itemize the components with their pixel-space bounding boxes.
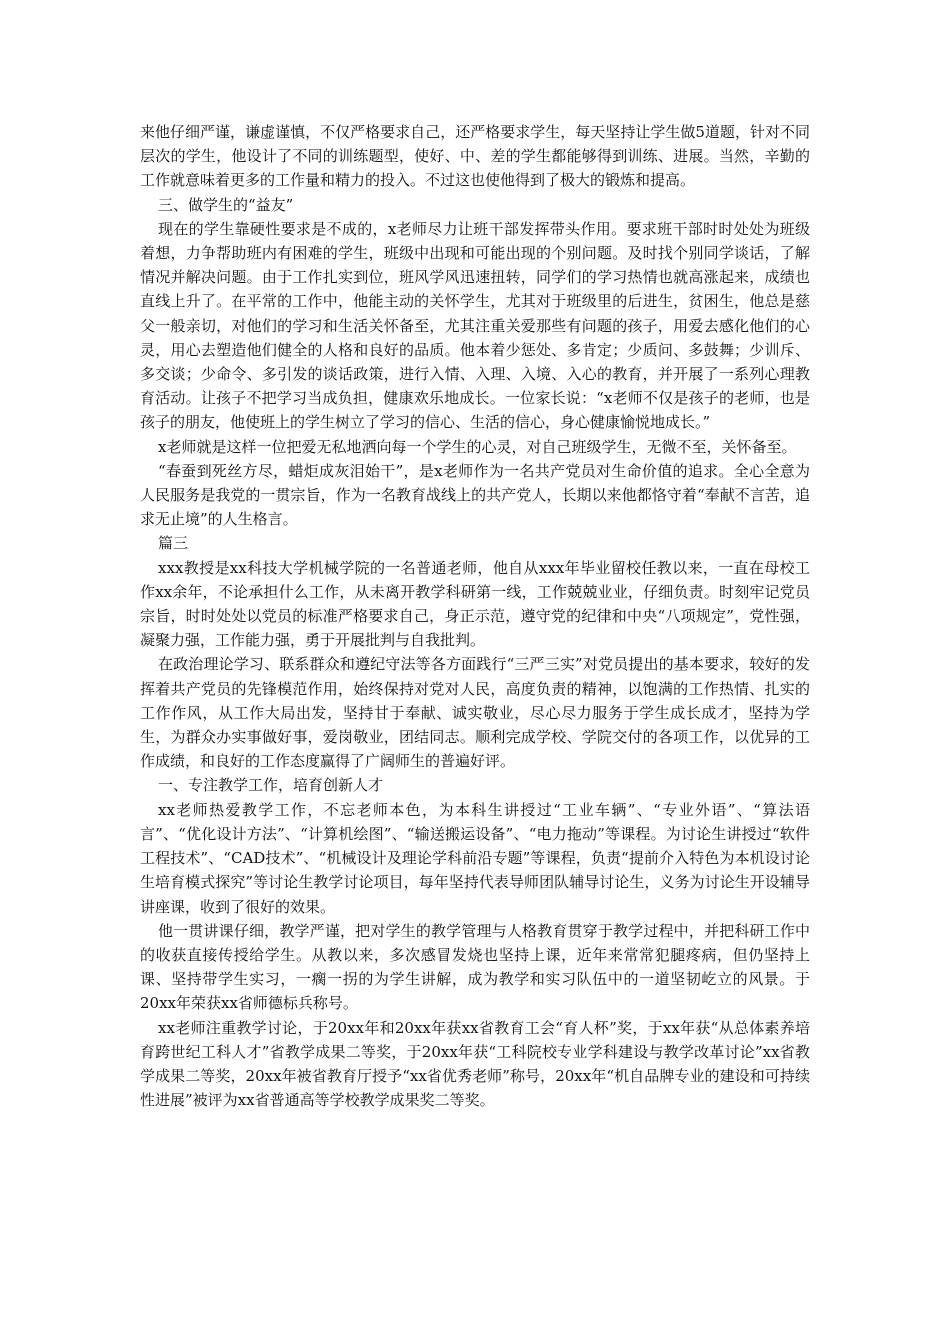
section-heading-yiyou: 三、做学生的“益友” [158, 195, 294, 214]
paragraph-love-students: x老师就是这样一位把爱无私地洒向每一个学生的心灵，对自己班级学生，无微不至，关怀备至。 [158, 437, 797, 456]
paragraph-professor-intro: xxx教授是xx科技大学机械学院的一名普通老师，他自从xxx年毕业留校任教以来，一直在母校工作xx余年，不论承担什么工作，从未离开教学科研第一线，工作兢兢业业，仔细负责。时刻牢记党员宗旨，时时处处以党员的标准严格要求自己，身正示范，遵守党的纪律和中央“八项规定”，党性强，凝聚力强，工作能力强，勇于开展批判与自我批判。 [140, 558, 810, 650]
section-heading-part-three: 篇三 [158, 534, 189, 553]
paragraph-continuation: 来他仔细严谨，谦虚谨慎，不仅严格要求自己，还严格要求学生，每天坚持让学生做5道题，针对不同层次的学生，他设计了不同的训练题型，使好、中、差的学生都能够得到训练、进展。当然，辛勤的工作就意味着更多的工作量和精力的投入。不过这也使他得到了极大的锻炼和提高。 [140, 123, 810, 190]
paragraph-careful-teaching: 他一贯讲课仔细，教学严谨，把对学生的教学管理与人格教育贯穿于教学过程中，并把科研工作中的收获直接传授给学生。从教以来，多次感冒发烧也坚持上课，近年来常常犯腿疼病，但仍坚持上课、坚持带学生实习，一瘸一拐的为学生讲解，成为教学和实习队伍中的一道坚韧屹立的风景。于20xx年荣获xx省师德标兵称号。 [140, 921, 810, 1013]
paragraph-awards: xx老师注重教学讨论，于20xx年和20xx年获xx省教育工会“育人杯”奖，于xx年获“从总体素养培育跨世纪工科人才”省教学成果二等奖，于20xx年获“工科院校专业学科建设与教学改革讨论”xx省教学成果二等奖，20xx年被省教育厅授予“xx省优秀老师”称号，20xx年“机自品牌专业的建设和可持续性进展”被评为xx省普通高等学校教学成果奖二等奖。 [140, 1018, 810, 1110]
document-page [140, 120, 810, 1112]
section-heading-teaching: 一、专注教学工作，培育创新人才 [158, 776, 384, 795]
paragraph-class-cadres: 现在的学生靠硬性要求是不成的，x老师尽力让班干部发挥带头作用。要求班干部时时处处为班级着想，力争帮助班内有困难的学生，班级中出现和可能出现的个别问题。及时找个别同学谈话，了解情况并解决问题。由于工作扎实到位，班风学风迅速扭转，同学们的学习热情也就高涨起来，成绩也直线上升了。在平常的工作中，他能主动的关怀学生，尤其对于班级里的后进生，贫困生，他总是慈父一般亲切，对他们的学习和生活关怀备至，尤其注重关爱那些有问题的孩子，用爱去感化他们的心灵，用心去塑造他们健全的人格和良好的品质。他本着少惩处、多肯定；少质问、多鼓舞；少训斥、多交谈；少命令、多引发的谈话政策，进行入情、入理、入境、入心的教育，并开展了一系列心理教育活动。让孩子不把学习当成负担，健康欢乐地成长。一位家长说：“x老师不仅是孩子的老师，也是孩子的朋友，他使班上的学生树立了学习的信心、生活的信心，身心健康愉悦地成长。” [140, 219, 810, 432]
paragraph-courses: xx老师热爱教学工作，不忘老师本色，为本科生讲授过“工业车辆”、“专业外语”、“算法语言”、“优化设计方法”、“计算机绘图”、“输送搬运设备”、“电力拖动”等课程。为讨论生讲授过“软件工程技术”、“CAD技术”、“机械设计及理论学科前沿专题”等课程，负责“提前介入特色为本机设讨论生培育模式探究”等讨论生教学讨论项目，每年坚持代表导师团队辅导讨论生，义务为讨论生开设辅导讲座课，收到了很好的效果。 [140, 800, 810, 916]
paragraph-political-study: 在政治理论学习、联系群众和遵纪守法等各方面践行“三严三实”对党员提出的基本要求，较好的发挥着共产党员的先锋模范作用，始终保持对党对人民，高度负责的精神，以饱满的工作热情、扎实的工作作风，从工作大局出发，坚持甘于奉献、诚实敬业，尽心尽力服务于学生成长成才，坚持为学生，为群众办实事做好事，爱岗敬业，团结同志。顺利完成学校、学院交付的各项工作，以优异的工作成绩，和良好的工作态度赢得了广阔师生的普遍好评。 [140, 655, 810, 771]
paragraph-spring-silkworm: “春蚕到死丝方尽，蜡炬成灰泪始干”，是x老师作为一名共产党员对生命价值的追求。全心全意为人民服务是我党的一贯宗旨，作为一名教育战线上的共产党人，长期以来他都恪守着“奉献不言苦，追求无止境”的人生格言。 [140, 461, 810, 529]
